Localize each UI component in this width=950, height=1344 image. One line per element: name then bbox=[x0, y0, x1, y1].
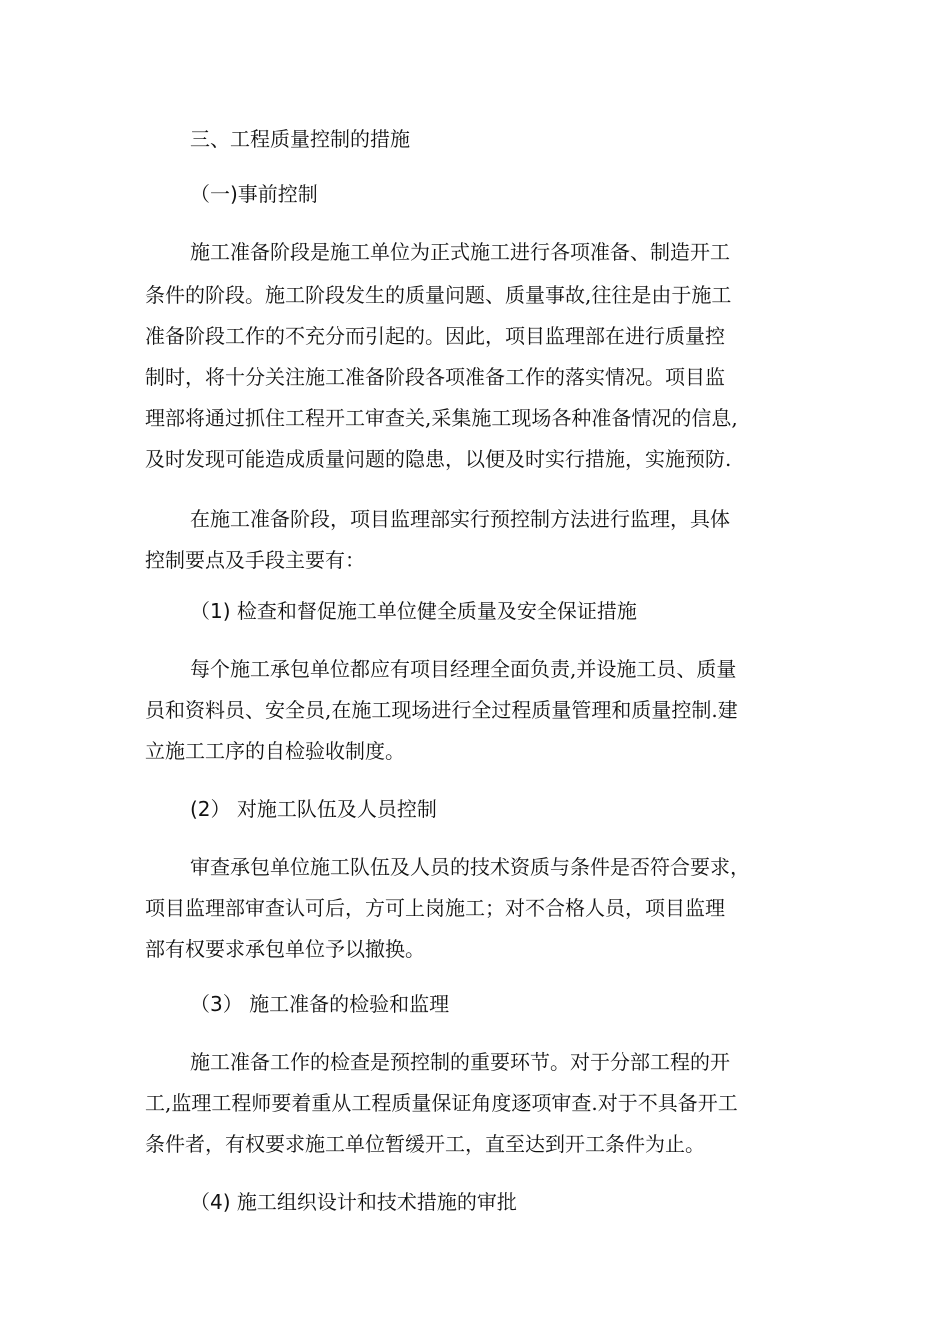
paragraph-line: 工,监理工程师要着重从工程质量保证角度逐项审查.对于不具备开工 bbox=[145, 1091, 738, 1115]
paragraph-line: 每个施工承包单位都应有项目经理全面负责,并设施工员、质量 bbox=[190, 657, 737, 681]
paragraph-line: 员和资料员、安全员,在施工现场进行全过程质量管理和质量控制.建 bbox=[145, 698, 738, 722]
item-title: (2） 对施工队伍及人员控制 bbox=[190, 797, 437, 821]
section-title: 三、工程质量控制的措施 bbox=[190, 127, 410, 151]
paragraph-line: 审查承包单位施工队伍及人员的技术资质与条件是否符合要求， bbox=[190, 855, 750, 879]
paragraph-line: 制时，将十分关注施工准备阶段各项准备工作的落实情况。项目监 bbox=[145, 365, 725, 389]
item-title: （1) 检查和督促施工单位健全质量及安全保证措施 bbox=[190, 599, 637, 623]
paragraph-line: 准备阶段工作的不充分而引起的。因此，项目监理部在进行质量控 bbox=[145, 324, 725, 348]
paragraph-line: 部有权要求承包单位予以撤换。 bbox=[145, 937, 425, 961]
paragraph-line: 条件的阶段。施工阶段发生的质量问题、质量事故,往往是由于施工 bbox=[145, 283, 732, 307]
item-title: （3） 施工准备的检验和监理 bbox=[190, 992, 450, 1016]
paragraph-line: 理部将通过抓住工程开工审查关,采集施工现场各种准备情况的信息, bbox=[145, 406, 738, 430]
paragraph-line: 及时发现可能造成质量问题的隐患，以便及时实行措施，实施预防. bbox=[145, 447, 732, 471]
subsection-title: （一)事前控制 bbox=[190, 182, 318, 206]
paragraph-line: 项目监理部审查认可后，方可上岗施工；对不合格人员，项目监理 bbox=[145, 896, 725, 920]
paragraph-line: 立施工工序的自检验收制度。 bbox=[145, 739, 405, 763]
item-title: （4) 施工组织设计和技术措施的审批 bbox=[190, 1190, 517, 1214]
paragraph-line: 施工准备工作的检查是预控制的重要环节。对于分部工程的开 bbox=[190, 1050, 730, 1074]
paragraph-line: 施工准备阶段是施工单位为正式施工进行各项准备、制造开工 bbox=[190, 240, 730, 264]
paragraph-line: 控制要点及手段主要有： bbox=[145, 548, 365, 572]
paragraph-line: 条件者，有权要求施工单位暂缓开工，直至达到开工条件为止。 bbox=[145, 1132, 705, 1156]
paragraph-line: 在施工准备阶段，项目监理部实行预控制方法进行监理，具体 bbox=[190, 507, 730, 531]
